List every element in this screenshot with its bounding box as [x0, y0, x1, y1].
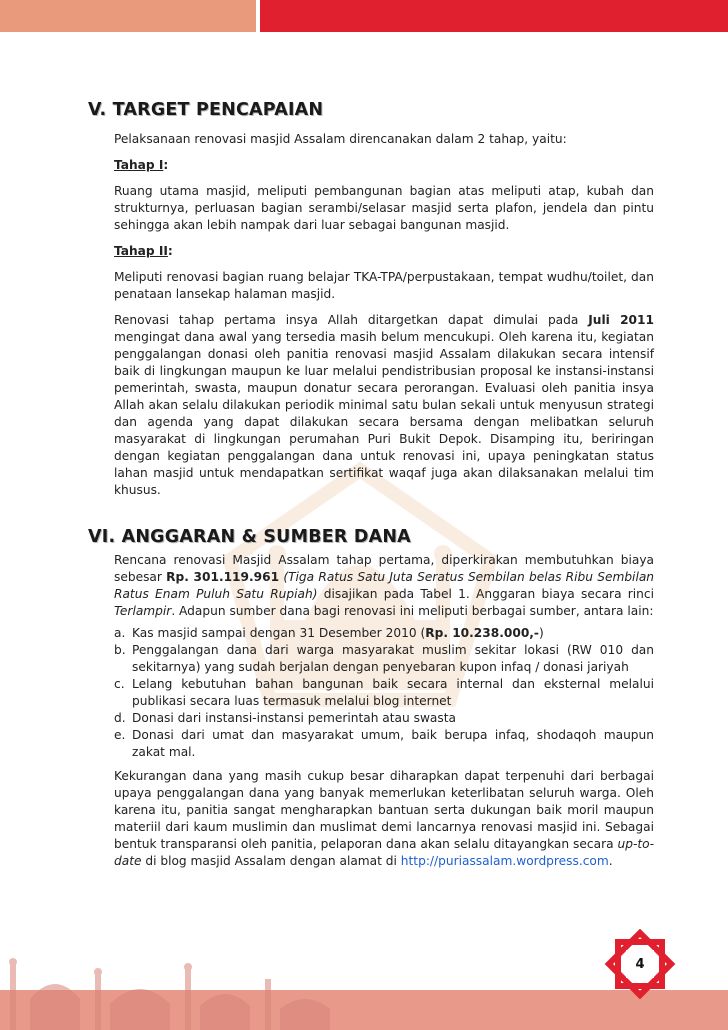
section-budget [88, 527, 656, 870]
budget-amount: Rp. 301.119.961 [166, 570, 280, 584]
budget-text-c: . Adapun sumber dana bagi renovasi ini meliputi berbagai sumber, antara lain: [171, 604, 654, 618]
stage-1-text: Ruang utama masjid, meliputi pembangunan bagian atas meliputi atap, kubah dan strukturnya, perluasan bagian serambi/selasar masjid serta plafon, jendela dan pintu sehingga akan lebih nampak dari luar sebagai bangunan masjid. [114, 184, 654, 232]
stage-2-heading: Tahap II: [114, 244, 173, 258]
budget-attachment: Terlampir [114, 604, 172, 618]
list-item: a. Kas masjid sampai dengan 31 Desember 2010 (Rp. 10.238.000,-) [114, 626, 544, 640]
page-number: 4 [635, 956, 645, 972]
page-content [88, 100, 656, 870]
budget-text-b: disajikan pada Tabel 1. Anggaran biaya secara rinci [317, 587, 654, 601]
budget-paragraph [114, 552, 654, 620]
up-to-date-text: up-to-date [114, 837, 654, 868]
list-item: b. Penggalangan dana dari warga masyarakat muslim sekitar lokasi (RW 010 dan sekitarnya) yang sudah berjalan dengan penyebaran kupon infaq / donasi jariyah [114, 643, 654, 674]
schedule-text-a: Renovasi tahap pertama insya Allah ditargetkan dapat dimulai pada [114, 313, 589, 327]
section-title-budget: VI. ANGGARAN & SUMBER DANA [88, 527, 411, 547]
blog-link[interactable]: http://puriassalam.wordpress.com [400, 854, 609, 868]
section-intro: Pelaksanaan renovasi masjid Assalam direncanakan dalam 2 tahap, yaitu: [114, 132, 567, 146]
schedule-date: Juli 2011 [588, 313, 654, 327]
header-band-left [0, 0, 256, 32]
header-band-right [260, 0, 728, 32]
section-target [88, 100, 656, 499]
list-item: e. Donasi dari umat dan masyarakat umum, baik berupa infaq, shodaqoh maupun zakat mal. [114, 728, 654, 759]
mosque-skyline-icon [0, 944, 400, 1030]
list-item: d. Donasi dari instansi-instansi pemerintah atau swasta [114, 711, 456, 725]
transparency-paragraph: Kekurangan dana yang masih cukup besar diharapkan dapat terpenuhi dari berbagai upaya penggalangan dana yang banyak memerlukan keterlibatan seluruh warga. Oleh karena itu, panitia sangat mengharapkan bantuan serta dukungan baik moril maupun materiil dari kaum muslimin dan muslimat demi lancarnya renovasi masjid ini. Sebagai bentuk transparansi oleh panitia, pelaporan dana akan selalu ditayangkan secara up-to-date di blog masjid Assalam dengan alamat di http://puriassalam.wordpress.com. [114, 769, 654, 868]
section-title-target: V. TARGET PENCAPAIAN [88, 100, 324, 120]
budget-text-a: Rencana renovasi Masjid Assalam tahap pertama, diperkirakan membutuhkan biaya sebesar [114, 553, 654, 584]
funding-sources-list [114, 625, 654, 761]
stage-1-heading: Tahap I: [114, 158, 169, 172]
schedule-text-b: mengingat dana awal yang tersedia masih belum mencukupi. Oleh karena itu, kegiatan penggalangan donasi oleh panitia renovasi masjid Assalam dilakukan secara intensif baik di lingkungan maupun ke luar melalui pendistribusian proposal ke instansi-instansi pemerintah, swasta, maupun donatur secara perorangan. Evaluasi oleh panitia insya Allah akan selalu dilakukan periodik minimal satu bulan sekali untuk menyusun strategi dan agenda yang dapat dilakukan secara bersama dengan melibatkan seluruh masyarakat di lingkungan perumahan Puri Bukit Depok. Disamping itu, beriringan dengan kegiatan penggalangan dana untuk renovasi ini, upaya peningkatan status lahan masjid untuk mendapatkan sertifikat waqaf juga akan dilaksanakan melalui tim khusus. [114, 330, 654, 497]
schedule-paragraph [114, 312, 654, 499]
list-item: c. Lelang kebutuhan bahan bangunan baik secara internal dan eksternal melalui publikasi secara luas termasuk melalui blog internet [114, 677, 654, 708]
budget-amount-words: (Tiga Ratus Satu Juta Seratus Sembilan belas Ribu Sembilan Ratus Enam Puluh Satu Rupiah) [114, 570, 655, 601]
stage-2-text: Meliputi renovasi bagian ruang belajar TKA-TPA/perpustakaan, tempat wudhu/toilet, dan penataan lansekap halaman masjid. [114, 270, 654, 301]
stage-1-label: Tahap I [114, 158, 164, 172]
stage-2-label: Tahap II [114, 244, 168, 258]
